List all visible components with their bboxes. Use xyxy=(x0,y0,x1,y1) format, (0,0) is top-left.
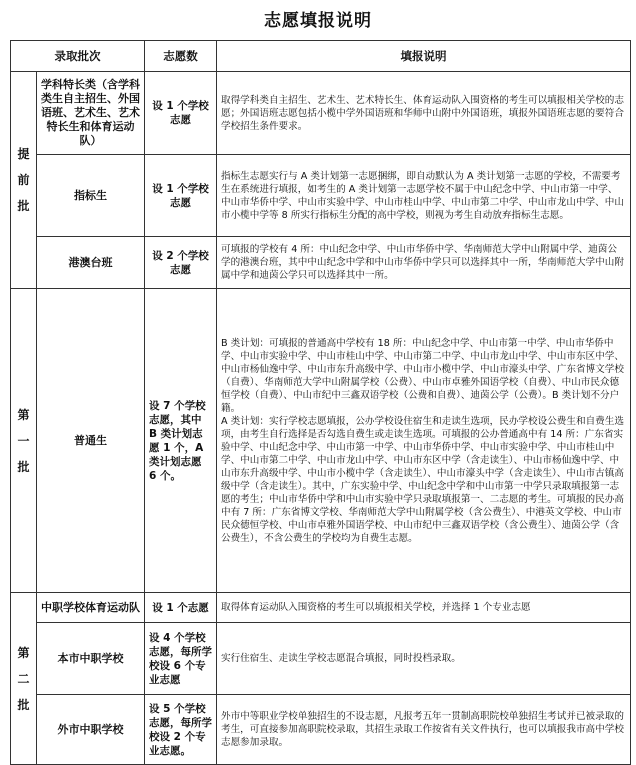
row-name: 港澳台班 xyxy=(37,237,145,289)
row-name: 外市中职学校 xyxy=(37,695,145,765)
header-desc: 填报说明 xyxy=(217,41,631,72)
batch-first: 第 一 批 xyxy=(11,289,37,593)
row-count: 设 1 个学校志愿 xyxy=(145,155,217,237)
row-name: 普通生 xyxy=(37,289,145,593)
row-count: 设 4 个学校志愿，每所学校设 6 个专业志愿 xyxy=(145,623,217,695)
batch-second: 第 二 批 xyxy=(11,593,37,765)
row-desc xyxy=(217,289,631,593)
row-name: 本市中职学校 xyxy=(37,623,145,695)
row-name: 指标生 xyxy=(37,155,145,237)
row-desc: 取得体育运动队入围资格的考生可以填报相关学校，并选择 1 个专业志愿 xyxy=(217,593,631,623)
row-name: 中职学校体育运动队 xyxy=(37,593,145,623)
row-count: 设 1 个学校志愿 xyxy=(145,72,217,155)
table-row xyxy=(11,289,631,593)
table-header-row xyxy=(11,41,631,72)
header-batch: 录取批次 xyxy=(11,41,145,72)
batch-early: 提 前 批 xyxy=(11,72,37,289)
row-desc: 指标生志愿实行与 A 类计划第一志愿捆绑，即自动默认为 A 类计划第一志愿的学校，不需要考生在系统进行填报，如考生的 A 类计划第一志愿学校不属于中山纪念中学、中山市第一中学、中山市华侨中学、中山市实验中学、中山市桂山中学、中山市第二中学、中山市龙山中学、中山市小榄中学等 8 所实行指标生分配的高中学校，则视为考生自动放弃指标生志愿。 xyxy=(217,155,631,237)
desc-b-plan: B 类计划：可填报的普通高中学校有 18 所：中山纪念中学、中山市第一中学、中山市华侨中学、中山市实验中学、中山市桂山中学、中山市第二中学、中山市龙山中学、中山市东区中学、中山市杨仙逸中学、中山市东升高级中学、中山市小榄中学、中山市濠头中学、广东省博文学校（自费）、华南师范大学中山附属学校（公费）、中山市卓雅外国语学校（自费）、中山市民众德恒学校（自费）、中山市纪中三鑫双语学校（公费和自费）、迪茵公学（公费）。B 类计划不分户籍。 xyxy=(221,337,624,414)
page-title: 志愿填报说明 xyxy=(264,11,372,31)
volunteer-table xyxy=(10,40,631,765)
table-row xyxy=(11,155,631,237)
row-desc: 可填报的学校有 4 所：中山纪念中学、中山市华侨中学、华南师范大学中山附属中学、迪茵公学的港澳台班，其中中山纪念中学和中山市华侨中学只可以选择其中一所，华南师范大学中山附属中学和迪茵公学只可以选择其中一所。 xyxy=(217,237,631,289)
table-row xyxy=(11,623,631,695)
desc-a-plan: A 类计划：实行学校志愿填报，公办学校设住宿生和走读生选项，民办学校设公费生和自费生选项，由考生自行选择是否勾选自费生或走读生选项。可填报的公办普通高中有 14 所：广东省实验中学、中山纪念中学、中山市第一中学、中山市华侨中学、中山市实验中学、中山市桂山中学、中山市第二中学、中山市龙山中学、中山市东区中学（含走读生）、中山市杨仙逸中学、中山市东升高级中学、中山市小榄中学（含走读生）、中山市濠头中学（含走读生）、中山市古镇高级中学（含走读生）。其中，广东实验中学、中山纪念中学和中山市第一中学只录取填报第一志愿的考生；中山市华侨中学和中山市实验中学只录取填报第一、二志愿的考生。可填报的民办高中有 7 所：广东省博文学校、华南师范大学中山附属学校（含公费生）、中港英文学校、中山市民众德恒学校、中山市卓雅外国语学校、中山市纪中三鑫双语学校（含公费生）、迪茵公学（含公费生），不含公费生的学校均为自费生志愿。 xyxy=(221,415,624,544)
row-count: 设 5 个学校志愿，每所学校设 2 个专业志愿。 xyxy=(145,695,217,765)
table-row xyxy=(11,695,631,765)
row-desc: 外市中等职业学校单独招生的不设志愿，凡报考五年一贯制高职院校单独招生考试并已被录取的考生，可直接参加高职院校录取，其招生录取工作按省有关文件执行，也可以填报我市高中学校志愿参加录取。 xyxy=(217,695,631,765)
table-row xyxy=(11,237,631,289)
row-count: 设 1 个志愿 xyxy=(145,593,217,623)
header-count: 志愿数 xyxy=(145,41,217,72)
row-desc: 实行住宿生、走读生学校志愿混合填报，同时投档录取。 xyxy=(217,623,631,695)
table-row xyxy=(11,593,631,623)
row-desc: 取得学科类自主招生、艺术生、艺术特长生、体育运动队入围资格的考生可以填报相关学校的志愿；外国语班志愿包括小榄中学外国语班和华师中山附中外国语班，填报外国语班志愿的要符合学校招生条件要求。 xyxy=(217,72,631,155)
row-count: 设 7 个学校志愿，其中 B 类计划志愿 1 个，A 类计划志愿 6 个。 xyxy=(145,289,217,593)
row-count: 设 2 个学校志愿 xyxy=(145,237,217,289)
table-row xyxy=(11,72,631,155)
row-name: 学科特长类（含学科类生自主招生、外国语班、艺术生、艺术特长生和体育运动队） xyxy=(37,72,145,155)
